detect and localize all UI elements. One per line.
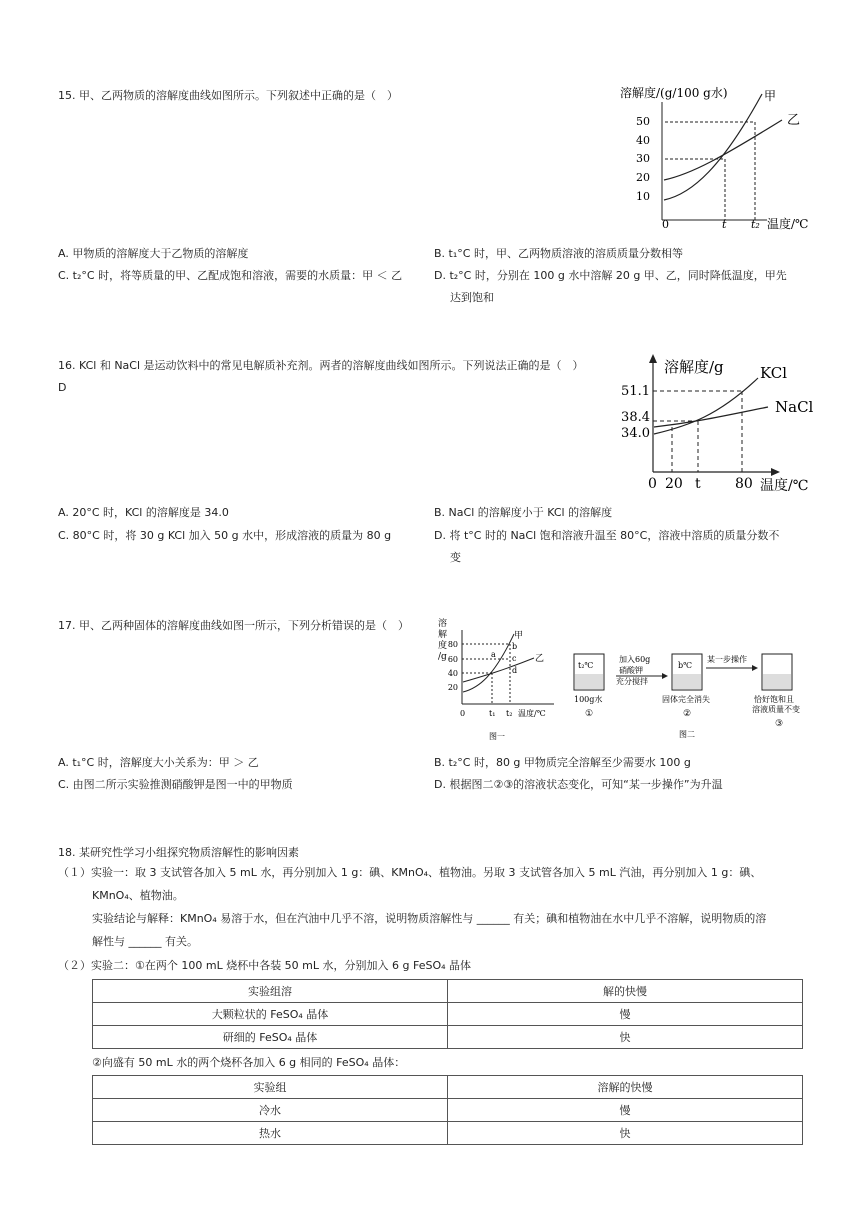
svg-text:0: 0	[648, 476, 657, 492]
q15-ylabel: 溶解度/(g/100 g水)	[620, 86, 728, 100]
svg-text:30: 30	[636, 152, 650, 165]
q15-solubility-chart	[612, 82, 822, 237]
svg-text:乙: 乙	[787, 113, 801, 128]
svg-text:固体完全消失: 固体完全消失	[662, 695, 710, 704]
svg-text:度: 度	[438, 641, 448, 651]
svg-text:解: 解	[438, 630, 448, 640]
q15-option-d[interactable]: D. t₂°C 时，分别在 100 g 水中溶解 20 g 甲、乙，同时降低温度，甲先	[434, 269, 787, 282]
svg-text:溶: 溶	[438, 619, 448, 629]
q16-option-d-cont: 变	[450, 551, 461, 564]
svg-text:t₂: t₂	[751, 218, 760, 231]
svg-text:80: 80	[447, 640, 458, 649]
table2-header-2: 溶解的快慢	[448, 1076, 803, 1099]
table2-header-1: 实验组	[93, 1076, 448, 1099]
svg-text:b: b	[512, 642, 518, 651]
svg-text:某一步操作: 某一步操作	[707, 655, 747, 664]
q18-part1-line2: KMnO₄、植物油。	[92, 889, 184, 902]
q16-solubility-chart	[618, 350, 818, 498]
table1-header-1: 实验组溶	[93, 980, 448, 1003]
svg-text:40: 40	[447, 669, 458, 678]
table1-header-2: 解的快慢	[448, 980, 803, 1003]
svg-text:60: 60	[447, 655, 458, 664]
svg-text:0: 0	[460, 709, 466, 718]
table-row: 大颗粒状的 FeSO₄ 晶体 慢	[93, 1003, 803, 1026]
svg-text:50: 50	[636, 115, 650, 128]
q17-option-d[interactable]: D. 根据图二②③的溶液状态变化，可知“某一步操作”为升温	[434, 778, 723, 791]
svg-text:温度/℃: 温度/℃	[760, 478, 809, 494]
svg-text:0: 0	[662, 218, 669, 231]
q16-option-b[interactable]: B. NaCl 的溶解度小于 KCl 的溶解度	[434, 506, 613, 519]
svg-text:t₂: t₂	[506, 709, 513, 718]
q16-stem: 16. KCl 和 NaCl 是运动饮料中的常见电解质补充剂。两者的溶解度曲线如图所示。下列说法正确的是（ ）	[58, 359, 584, 372]
svg-text:温度/℃: 温度/℃	[518, 709, 546, 718]
q15-curve-jia	[664, 94, 762, 200]
svg-text:图一: 图一	[489, 732, 505, 741]
svg-text:20: 20	[636, 171, 650, 184]
svg-text:加入60g: 加入60g	[619, 655, 651, 664]
svg-text:20: 20	[665, 476, 683, 492]
svg-text:80: 80	[735, 476, 753, 492]
table-row: 冷水 慢	[93, 1099, 803, 1122]
svg-text:乙: 乙	[535, 654, 545, 664]
svg-text:①: ①	[585, 709, 594, 719]
svg-text:10: 10	[636, 190, 650, 203]
q15-option-b[interactable]: B. t₁°C 时，甲、乙两物质溶液的溶质质量分数相等	[434, 247, 683, 260]
q17-curve-jia	[463, 634, 514, 692]
svg-text:溶液质量不变: 溶液质量不变	[752, 705, 800, 714]
svg-text:c: c	[512, 654, 517, 663]
q17-figure-1	[434, 616, 564, 744]
svg-text:溶解度/g: 溶解度/g	[664, 358, 724, 376]
q16-option-c[interactable]: C. 80°C 时，将 30 g KCl 加入 50 g 水中，形成溶液的质量为 80 g	[58, 529, 392, 542]
q18-part2-step2: ②向盛有 50 mL 水的两个烧杯各加入 6 g 相同的 FeSO₄ 晶体：	[92, 1056, 406, 1069]
q15-option-c[interactable]: C. t₂°C 时，将等质量的甲、乙配成饱和溶液，需要的水质量：甲 ＜ 乙	[58, 269, 403, 282]
q18-part1-conclusion: 实验结论与解释：KMnO₄ 易溶于水，但在汽油中几乎不溶，说明物质溶解性与 ______ 有关；碘和植物油在水中几乎不溶解，说明物质的溶	[92, 912, 767, 925]
svg-text:t: t	[695, 476, 701, 492]
svg-text:t₁: t₁	[489, 709, 496, 718]
q16-option-a[interactable]: A. 20°C 时，KCl 的溶解度是 34.0	[58, 506, 229, 519]
svg-text:100g水: 100g水	[574, 695, 603, 704]
q15-option-d-cont: 达到饱和	[450, 291, 494, 304]
svg-text:t: t	[722, 218, 727, 231]
q18-table-2	[92, 1075, 803, 1145]
svg-text:40: 40	[636, 134, 650, 147]
q18-stem: 18. 某研究性学习小组探究物质溶解性的影响因素	[58, 846, 299, 859]
q15-stem: 15. 甲、乙两物质的溶解度曲线如图所示。下列叙述中正确的是（ ）	[58, 89, 398, 102]
q16-answer: D	[58, 381, 67, 394]
q18-part1-conclusion-cont: 解性与 ______ 有关。	[92, 935, 198, 948]
svg-text:34.0: 34.0	[621, 426, 650, 441]
svg-text:51.1: 51.1	[621, 384, 650, 399]
svg-text:充分搅拌: 充分搅拌	[616, 677, 648, 686]
svg-text:d: d	[512, 666, 518, 675]
q17-figure-2	[564, 640, 810, 740]
svg-text:/g: /g	[438, 652, 447, 662]
svg-text:恰好饱和且: 恰好饱和且	[754, 695, 794, 704]
q15-curve-yi	[664, 120, 782, 180]
svg-text:图二: 图二	[679, 730, 695, 739]
q18-part1-line1: （１）实验一：取 3 支试管各加入 5 mL 水，再分别加入 1 g：碘、KMnO₄、植物油。另取 3 支试管各加入 5 mL 汽油，再分别加入 1 g：碘、	[58, 866, 762, 879]
q18-part2: （２）实验二：①在两个 100 mL 烧杯中各装 50 mL 水，分别加入 6 g FeSO₄ 晶体	[58, 959, 472, 972]
svg-text:温度/℃: 温度/℃	[767, 217, 809, 231]
q16-curve-nacl	[654, 407, 768, 427]
table-row: 热水 快	[93, 1122, 803, 1145]
svg-text:t₂℃: t₂℃	[578, 661, 594, 670]
svg-text:20: 20	[447, 683, 458, 692]
svg-text:a: a	[491, 650, 496, 659]
svg-text:b℃: b℃	[678, 661, 693, 670]
q17-option-b[interactable]: B. t₂°C 时，80 g 甲物质完全溶解至少需要水 100 g	[434, 756, 691, 769]
q18-table-1	[92, 979, 803, 1049]
table-row: 研细的 FeSO₄ 晶体 快	[93, 1026, 803, 1049]
svg-text:38.4: 38.4	[621, 410, 650, 425]
svg-text:甲: 甲	[764, 89, 777, 103]
svg-text:硝酸钾: 硝酸钾	[619, 666, 643, 675]
q17-stem: 17. 甲、乙两种固体的溶解度曲线如图一所示，下列分析错误的是（ ）	[58, 619, 409, 632]
svg-text:③: ③	[775, 719, 784, 729]
q17-option-c[interactable]: C. 由图二所示实验推测硝酸钾是图一中的甲物质	[58, 778, 293, 791]
svg-text:KCl: KCl	[760, 364, 788, 382]
q17-option-a[interactable]: A. t₁°C 时，溶解度大小关系为：甲 ＞ 乙	[58, 756, 259, 769]
q15-option-a[interactable]: A. 甲物质的溶解度大于乙物质的溶解度	[58, 247, 249, 260]
q16-option-d[interactable]: D. 将 t°C 时的 NaCl 饱和溶液升温至 80°C，溶液中溶质的质量分数不	[434, 529, 780, 542]
svg-text:②: ②	[683, 709, 692, 719]
svg-text:甲: 甲	[514, 631, 524, 641]
svg-text:NaCl: NaCl	[775, 398, 814, 416]
